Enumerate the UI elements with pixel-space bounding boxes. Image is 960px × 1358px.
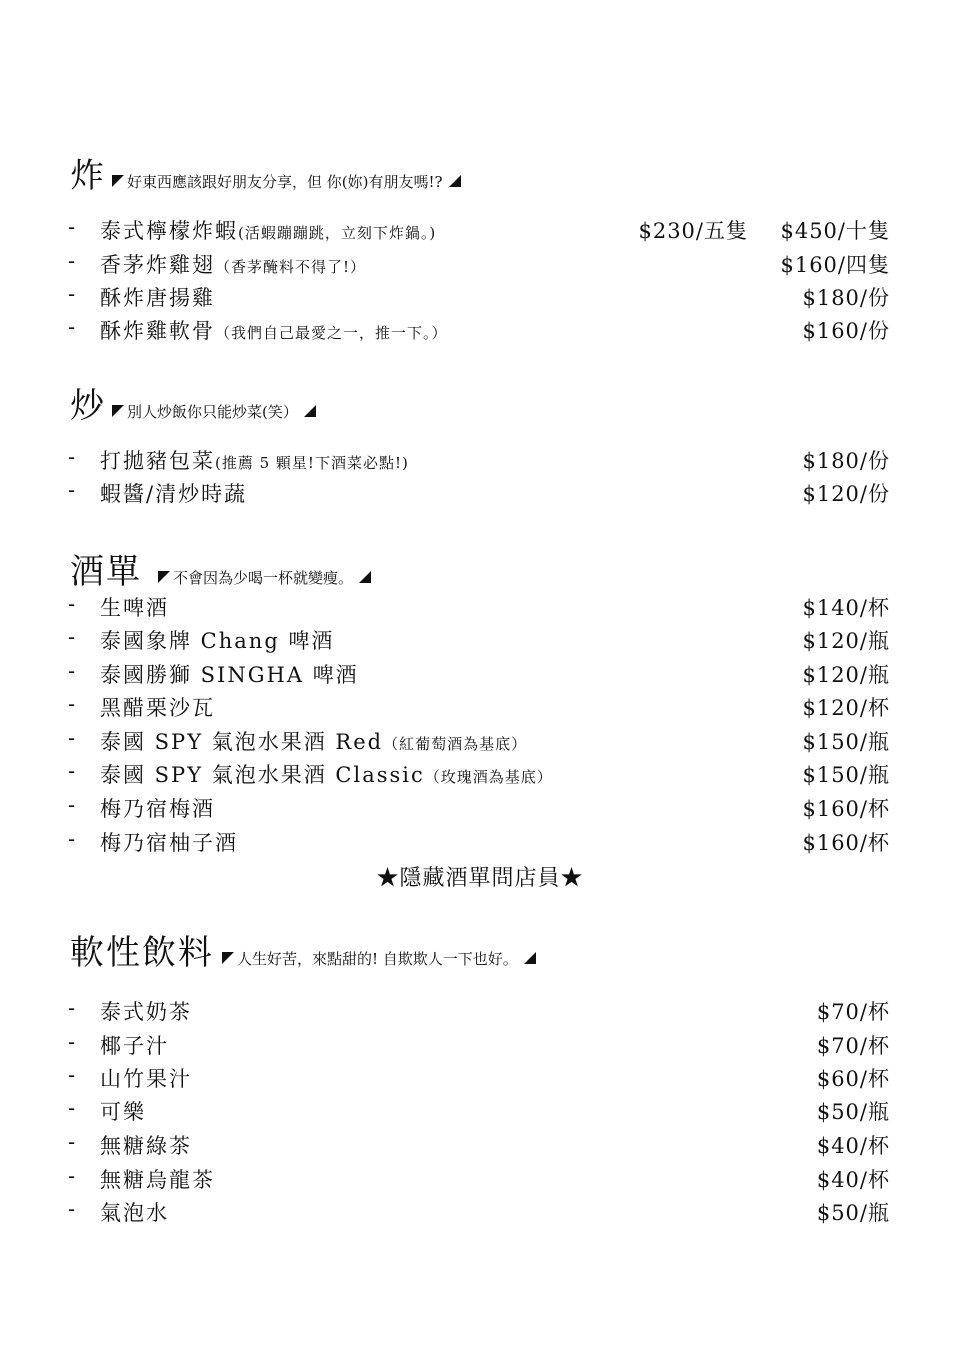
menu-item	[0, 215, 960, 248]
section-note-text: 別人炒飯你只能炒菜(笑）	[127, 402, 298, 421]
item-dash: -	[68, 726, 76, 750]
section-header	[70, 378, 316, 427]
item-price: $40/杯	[816, 1134, 890, 1158]
item-dash: -	[68, 659, 76, 683]
item-name: 無糖烏龍茶	[100, 1168, 215, 1192]
item-name: 泰國 SPY 氣泡水果酒 Classic（玫瑰酒為基底）	[100, 763, 553, 787]
section-note	[158, 567, 371, 588]
item-note: （我們自己最愛之一，推一下。）	[215, 324, 448, 342]
item-note: (活蝦蹦蹦跳，立刻下炸鍋。)	[238, 224, 437, 242]
section-note	[112, 171, 461, 192]
item-name: 泰式檸檬炸蝦(活蝦蹦蹦跳，立刻下炸鍋。)	[100, 219, 437, 243]
item-name: 酥炸雞軟骨（我們自己最愛之一，推一下。）	[100, 319, 448, 343]
triangle-right-icon	[304, 405, 316, 417]
item-dash: -	[68, 1130, 76, 1154]
item-dash: -	[68, 282, 76, 306]
item-dash: -	[68, 793, 76, 817]
menu-item	[0, 315, 960, 348]
item-price: $50/瓶	[816, 1201, 890, 1225]
triangle-left-icon	[112, 175, 124, 187]
item-price-alt: $230/五隻	[638, 219, 748, 243]
triangle-left-icon	[222, 952, 234, 964]
item-name: 椰子汁	[100, 1034, 169, 1058]
triangle-left-icon	[158, 571, 170, 583]
menu-item	[0, 692, 960, 725]
menu-item	[0, 249, 960, 282]
item-note: (推薦 5 顆星!下酒菜必點!)	[215, 454, 409, 472]
menu-item	[0, 625, 960, 658]
section-header	[70, 544, 371, 593]
item-dash: -	[68, 1096, 76, 1120]
item-price: $160/份	[802, 319, 890, 343]
item-price: $180/份	[802, 286, 890, 310]
item-dash: -	[68, 996, 76, 1020]
hidden-menu-note: ★隱藏酒單問店員★	[376, 866, 584, 891]
item-dash: -	[68, 592, 76, 616]
item-price: $180/份	[802, 449, 890, 473]
menu-item	[0, 996, 960, 1029]
menu-item	[0, 726, 960, 759]
item-price: $120/瓶	[802, 629, 890, 653]
section-title: 炒	[70, 386, 106, 426]
item-dash: -	[68, 759, 76, 783]
item-price: $160/杯	[802, 797, 890, 821]
item-price: $150/瓶	[802, 730, 890, 754]
section-header	[70, 925, 536, 974]
item-name: 梅乃宿柚子酒	[100, 831, 238, 855]
item-price: $160/杯	[802, 831, 890, 855]
item-name: 生啤酒	[100, 596, 169, 620]
item-note: （玫瑰酒為基底）	[424, 768, 553, 786]
item-dash: -	[68, 1197, 76, 1221]
item-name: 泰國象牌 Chang 啤酒	[100, 629, 335, 653]
item-name: 酥炸唐揚雞	[100, 286, 215, 310]
item-dash: -	[68, 249, 76, 273]
item-price: $450/十隻	[780, 219, 890, 243]
menu-item	[0, 1130, 960, 1163]
item-dash: -	[68, 692, 76, 716]
item-name: 香茅炸雞翅（香茅醃料不得了!）	[100, 253, 367, 277]
item-price: $70/杯	[816, 1034, 890, 1058]
item-dash: -	[68, 215, 76, 239]
section-note	[112, 401, 316, 422]
menu-item	[0, 659, 960, 692]
item-note: （香茅醃料不得了!）	[215, 258, 367, 276]
item-dash: -	[68, 315, 76, 339]
section-title: 軟性飲料	[70, 933, 214, 973]
item-dash: -	[68, 1063, 76, 1087]
item-price: $60/杯	[816, 1067, 890, 1091]
item-dash: -	[68, 625, 76, 649]
item-price: $120/杯	[802, 696, 890, 720]
item-price: $40/杯	[816, 1168, 890, 1192]
item-name: 黑醋栗沙瓦	[100, 696, 215, 720]
item-dash: -	[68, 445, 76, 469]
item-name: 無糖綠茶	[100, 1134, 192, 1158]
item-dash: -	[68, 1030, 76, 1054]
item-price: $150/瓶	[802, 763, 890, 787]
menu-item	[0, 1096, 960, 1129]
item-name: 可樂	[100, 1100, 146, 1124]
section-note-text: 不會因為少喝一杯就變瘦。	[173, 568, 354, 587]
menu-item	[0, 282, 960, 315]
item-name: 梅乃宿梅酒	[100, 797, 215, 821]
item-price: $160/四隻	[780, 253, 890, 277]
menu-item	[0, 1164, 960, 1197]
item-name: 打拋豬包菜(推薦 5 顆星!下酒菜必點!)	[100, 449, 409, 473]
triangle-right-icon	[449, 175, 461, 187]
item-price: $120/份	[802, 482, 890, 506]
menu-item	[0, 478, 960, 511]
item-name: 泰國 SPY 氣泡水果酒 Red（紅葡萄酒為基底）	[100, 730, 528, 754]
section-title: 酒單	[70, 552, 142, 592]
section-note-text: 好東西應該跟好朋友分享，但 你(妳)有朋友嗎!?	[127, 172, 443, 191]
item-dash: -	[68, 478, 76, 502]
triangle-right-icon	[524, 952, 536, 964]
item-price: $70/杯	[816, 1000, 890, 1024]
item-dash: -	[68, 827, 76, 851]
item-dash: -	[68, 1164, 76, 1188]
section-note	[222, 948, 536, 969]
item-name: 泰國勝獅 SINGHA 啤酒	[100, 663, 359, 687]
item-name: 氣泡水	[100, 1201, 169, 1225]
item-name: 山竹果汁	[100, 1067, 192, 1091]
triangle-left-icon	[112, 405, 124, 417]
menu-item	[0, 793, 960, 826]
item-price: $120/瓶	[802, 663, 890, 687]
menu-item	[0, 1030, 960, 1063]
section-header	[70, 148, 461, 197]
menu-item	[0, 759, 960, 792]
item-name: 泰式奶茶	[100, 1000, 192, 1024]
triangle-right-icon	[359, 571, 371, 583]
section-note-text: 人生好苦，來點甜的! 自欺欺人一下也好。	[237, 949, 518, 968]
menu-item	[0, 445, 960, 478]
menu-item	[0, 827, 960, 860]
menu-item	[0, 592, 960, 625]
menu-item	[0, 1063, 960, 1096]
item-note: （紅葡萄酒為基底）	[383, 735, 528, 753]
section-title: 炸	[70, 156, 106, 196]
menu-item	[0, 1197, 960, 1230]
item-price: $140/杯	[802, 596, 890, 620]
item-price: $50/瓶	[816, 1100, 890, 1124]
item-name: 蝦醬/清炒時蔬	[100, 482, 248, 506]
